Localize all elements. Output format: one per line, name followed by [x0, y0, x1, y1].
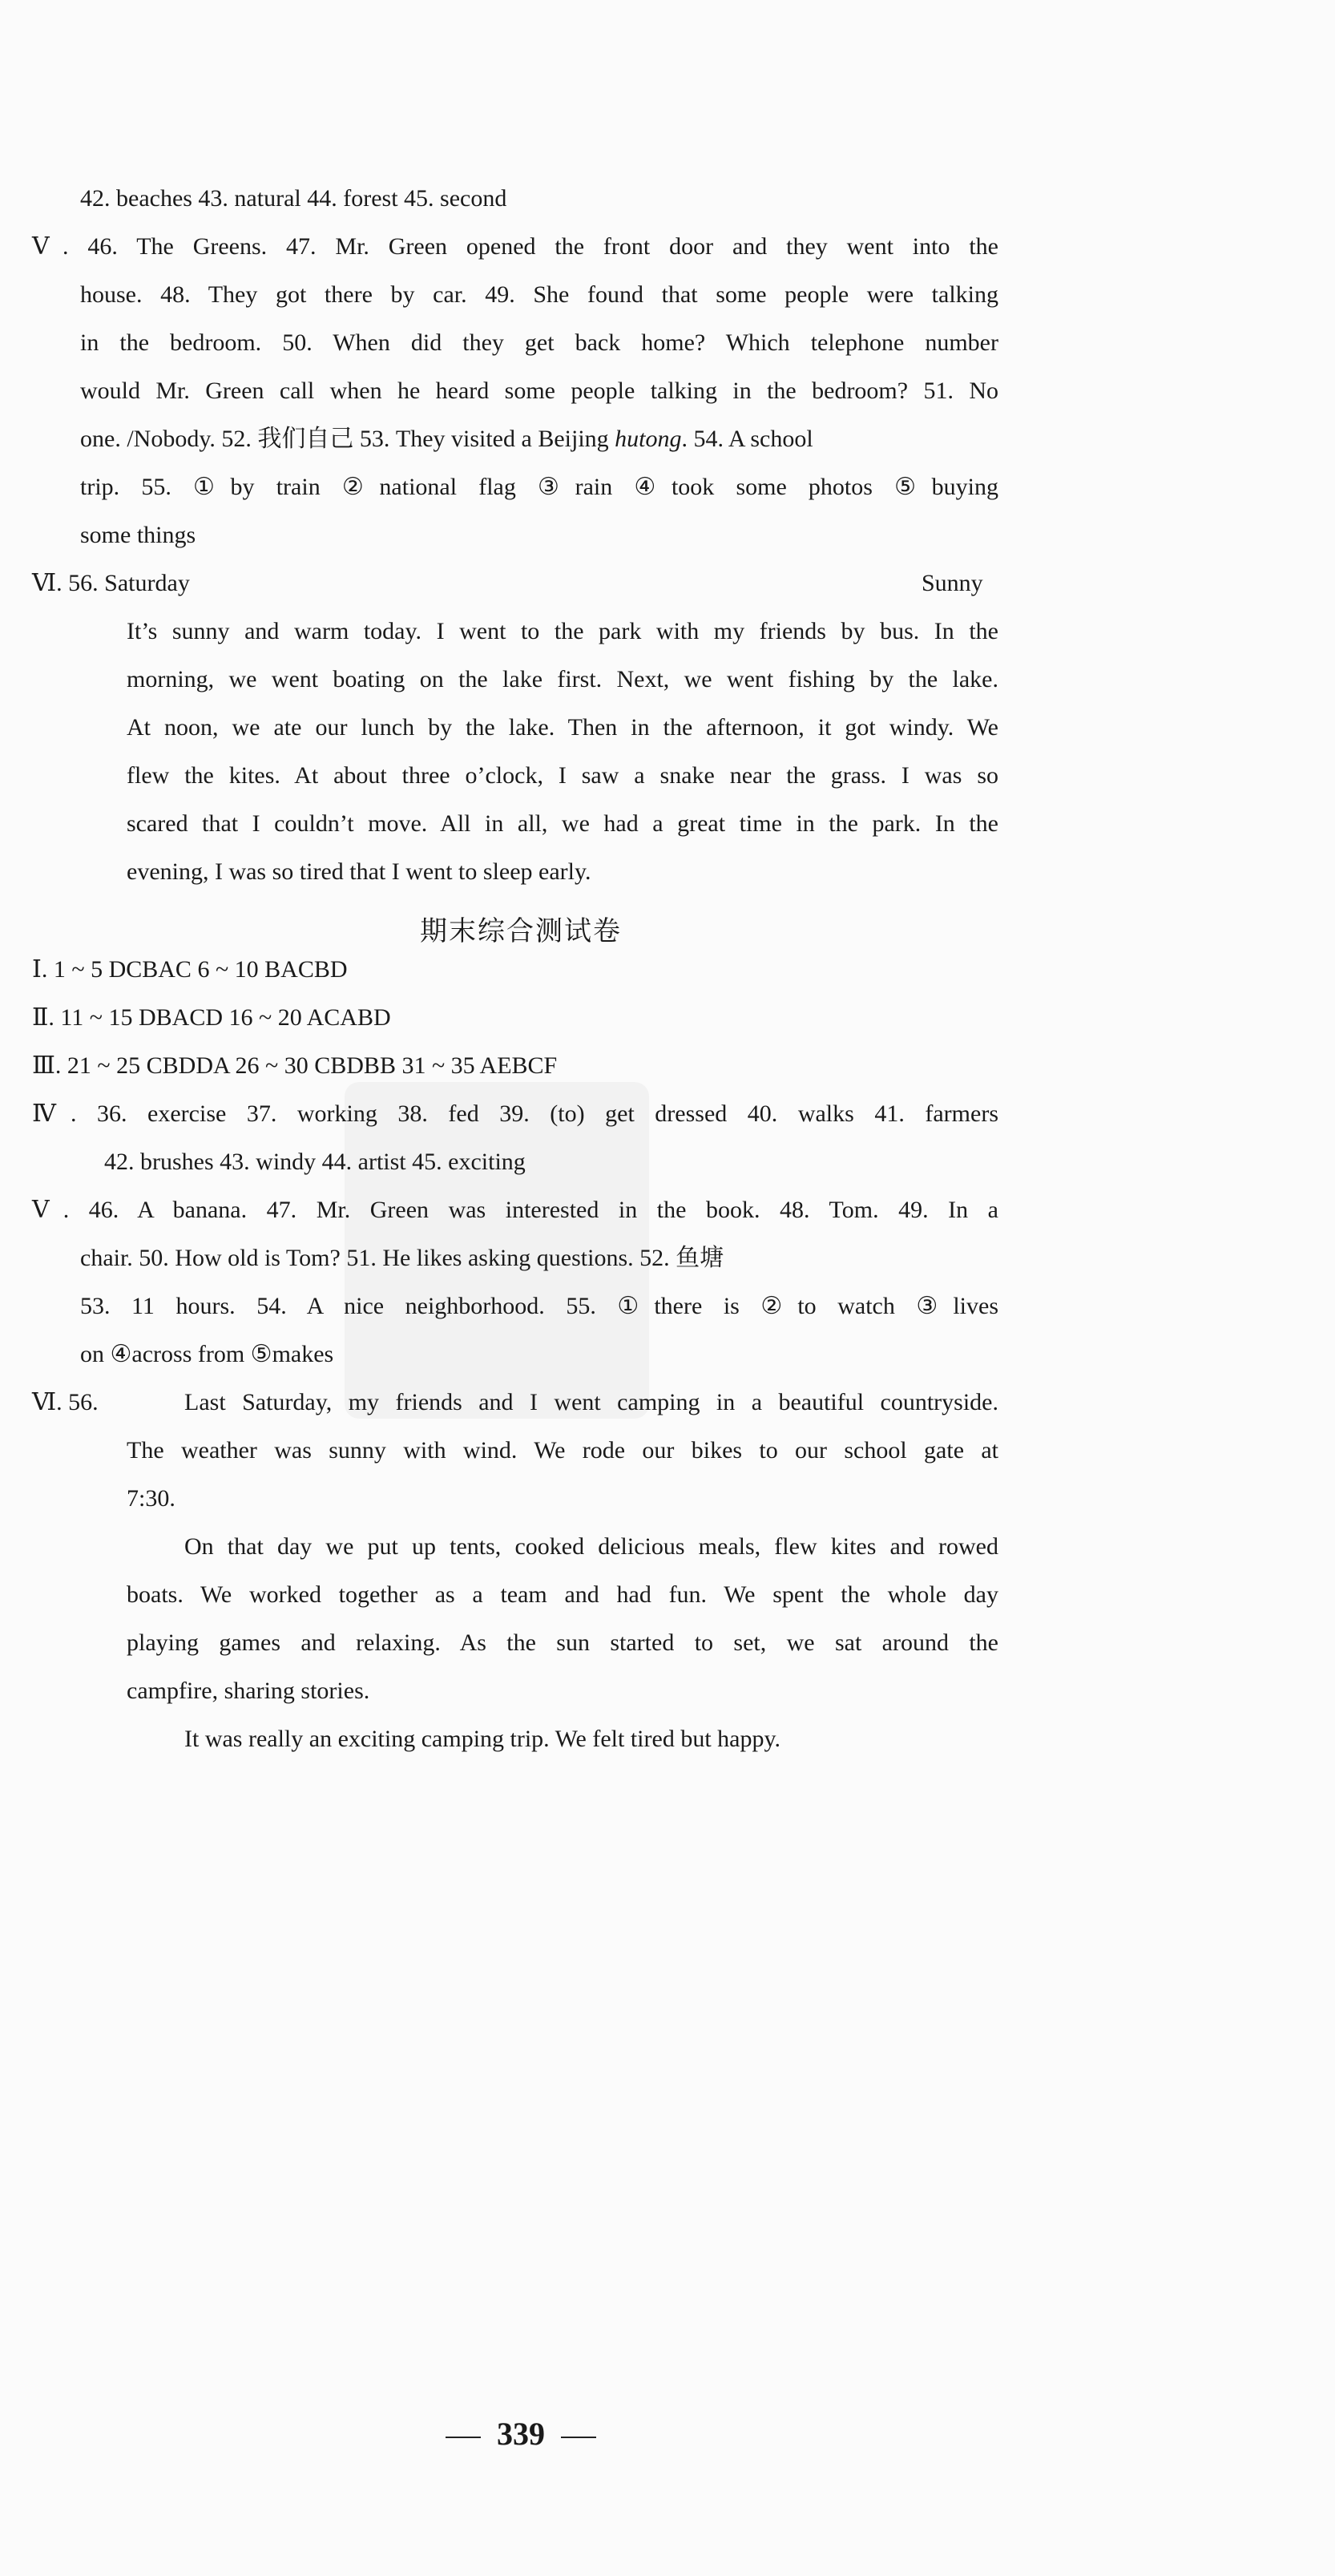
essay-1-line-3: At noon, we ate our lunch by the lake. Then in the afternoon, it got windy. We — [127, 714, 998, 741]
essay-1-line-1: It’s sunny and warm today. I went to the park with my friends by bus. In the — [127, 618, 998, 644]
section-vi-label: Ⅵ. 56. Saturday — [32, 570, 190, 596]
answer-line-42-45: 42. beaches 43. natural 44. forest 45. second — [80, 185, 507, 212]
section-v-line-6: trip. 55. ①by train ②national flag ③rain ④took some photos ⑤buying — [80, 474, 998, 500]
section-v-line-2: house. 48. They got there by car. 49. She found that some people were talking — [80, 281, 998, 308]
essay-2-line-6: playing games and relaxing. As the sun started to set, we sat around the — [127, 1629, 998, 1656]
page-number-value: 339 — [497, 2416, 545, 2452]
final-section-iv-line-2: 42. brushes 43. windy 44. artist 45. exciting — [104, 1149, 526, 1175]
essay-2-line-8: It was really an exciting camping trip. We felt tired but happy. — [184, 1726, 781, 1752]
final-section-iii: Ⅲ. 21 ~ 25 CBDDA 26 ~ 30 CBDBB 31 ~ 35 AEBCF — [32, 1052, 558, 1079]
section-v-line-4: would Mr. Green call when he heard some people talking in the bedroom? 51. No — [80, 378, 998, 404]
essay-1-line-4: flew the kites. At about three o’clock, I saw a snake near the grass. I was so — [127, 762, 998, 789]
section-v-line-5b: . 54. A school — [681, 426, 813, 452]
essay-2-line-2: The weather was sunny with wind. We rode our bikes to our school gate at — [127, 1437, 998, 1464]
section-v-line-5a: one. /Nobody. 52. 我们自己 53. They visited a Beijing — [80, 426, 615, 452]
essay-2-line-4: On that day we put up tents, cooked delicious meals, flew kites and rowed — [184, 1533, 998, 1560]
section-v-line-3: in the bedroom. 50. When did they get back home? Which telephone number — [80, 329, 998, 356]
hutong-word: hutong — [615, 426, 682, 452]
final-section-v-line-3: 53. 11 hours. 54. A nice neighborhood. 55. ①there is ②to watch ③lives — [80, 1293, 998, 1319]
page-number-left-dash — [446, 2437, 481, 2438]
essay-2-line-7: campfire, sharing stories. — [127, 1678, 370, 1704]
final-section-iv-line-1: Ⅳ. 36. exercise 37. working 38. fed 39. (to) get dressed 40. walks 41. farmers — [32, 1100, 998, 1127]
section-v-line-1: Ⅴ. 46. The Greens. 47. Mr. Green opened the front door and they went into the — [32, 233, 998, 260]
page-number — [0, 2414, 1042, 2454]
final-section-ii: Ⅱ. 11 ~ 15 DBACD 16 ~ 20 ACABD — [32, 1004, 391, 1031]
final-section-vi-label: Ⅵ. 56. — [32, 1389, 99, 1415]
essay-1-line-6: evening, I was so tired that I went to sleep early. — [127, 858, 591, 885]
essay-1-line-2: morning, we went boating on the lake first. Next, we went fishing by the lake. — [127, 666, 998, 692]
section-v-line-7: some things — [80, 522, 196, 548]
final-section-v-line-4: on ④across from ⑤makes — [80, 1341, 334, 1367]
final-exam-title: 期末综合测试卷 — [420, 915, 622, 947]
section-vi-weather: Sunny — [922, 570, 983, 596]
essay-2-line-1: Last Saturday, my friends and I went camping in a beautiful countryside. — [184, 1389, 998, 1415]
essay-1-line-5: scared that I couldn’t move. All in all, we had a great time in the park. In the — [127, 810, 998, 837]
final-section-v-line-2: chair. 50. How old is Tom? 51. He likes asking questions. 52. 鱼塘 — [80, 1245, 724, 1271]
final-section-i: Ⅰ. 1 ~ 5 DCBAC 6 ~ 10 BACBD — [32, 956, 348, 983]
essay-2-line-5: boats. We worked together as a team and had fun. We spent the whole day — [127, 1581, 998, 1608]
essay-2-line-3: 7:30. — [127, 1485, 175, 1512]
final-section-v-line-1: Ⅴ. 46. A banana. 47. Mr. Green was interested in the book. 48. Tom. 49. In a — [32, 1197, 998, 1223]
section-v-line-5 — [80, 423, 998, 455]
page-number-right-dash — [561, 2437, 596, 2438]
